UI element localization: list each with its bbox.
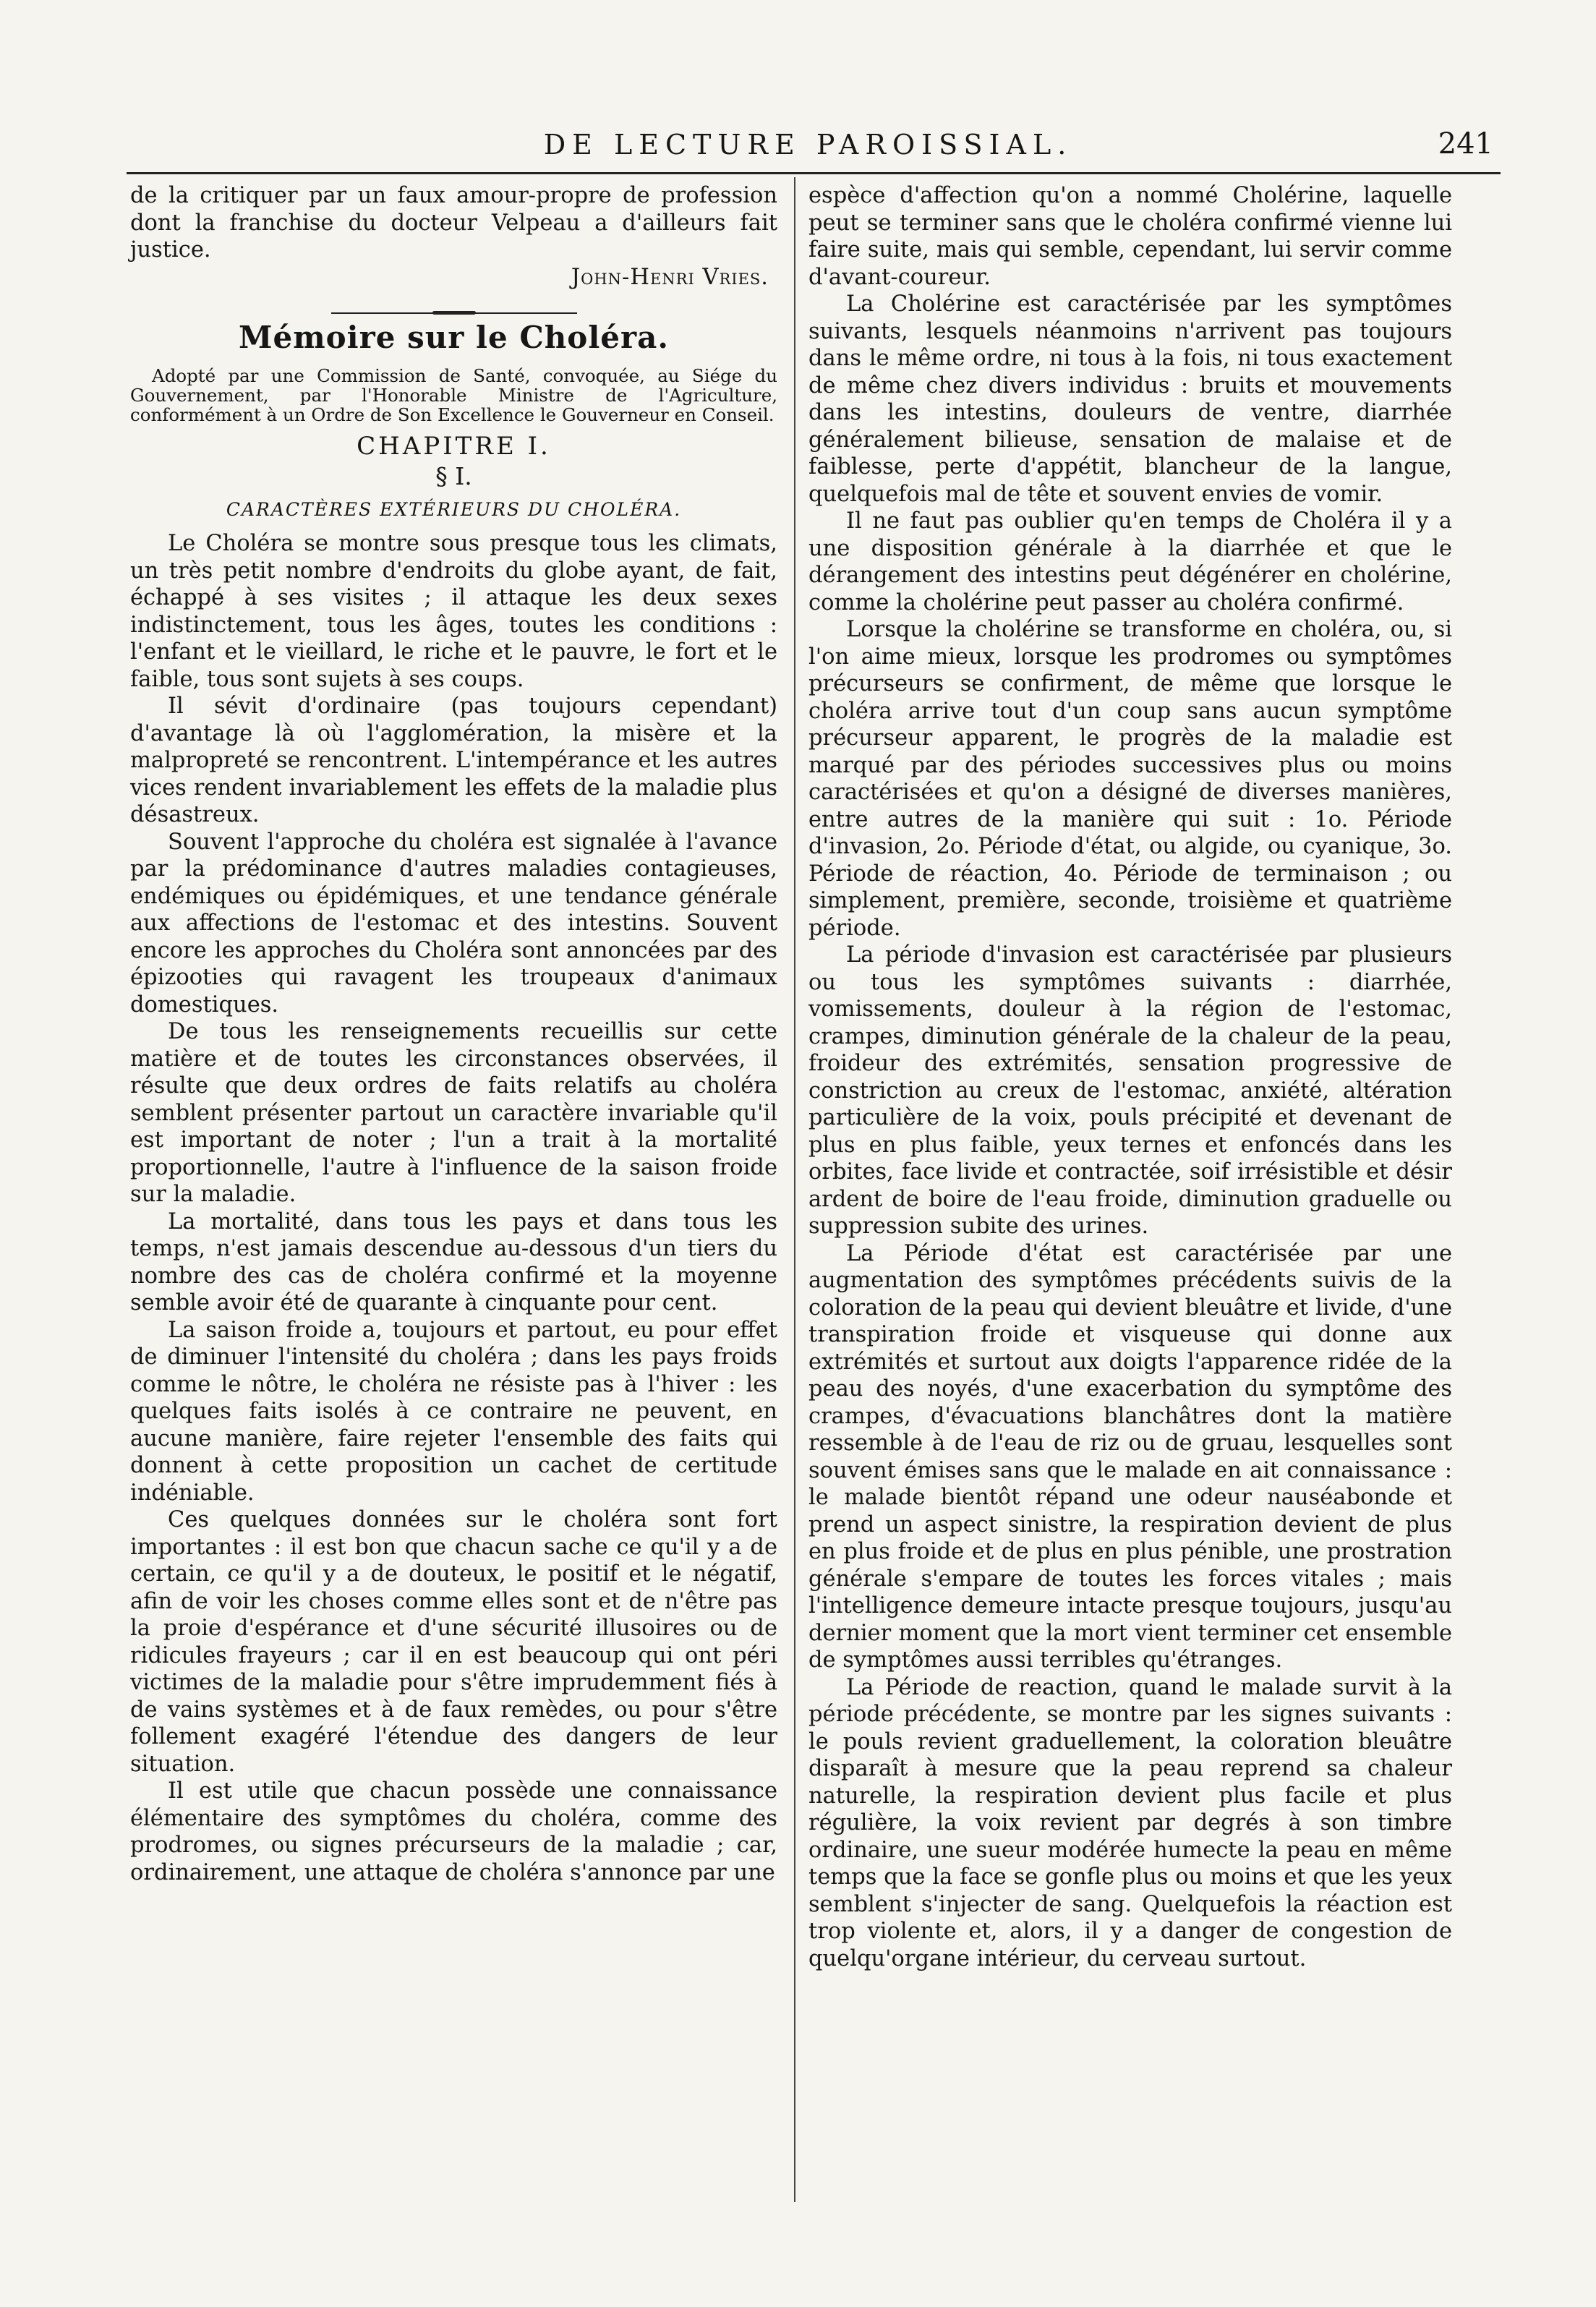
body-paragraph: espèce d'affection qu'on a nommé Cholérine, laquelle peut se terminer sans que le choléra confirmé vienne lui faire suite, mais qui semble, cependant, lui servir comme d'avant-coureur. <box>808 183 1452 290</box>
body-paragraph: La saison froide a, toujours et partout, eu pour effet de diminuer l'intensité du choléra ; dans les pays froids comme le nôtre, le choléra ne résiste pas à l'hiver : les quelques faits isolés à ce contraire ne peuvent, en aucune manière, faire rejeter l'ensemble des faits qui donnent à cette proposition un cachet de certitude indéniable. <box>130 1317 777 1506</box>
body-paragraph: Il est utile que chacun possède une connaissance élémentaire des symptômes du choléra, comme des prodromes, ou signes précurseurs de la maladie ; car, ordinairement, une attaque de choléra s'annonce par une <box>130 1778 777 1885</box>
page-number: 241 <box>1438 127 1493 161</box>
body-paragraph: La Période d'état est caractérisée par une augmentation des symptômes précédents suivis de la coloration de la peau qui devient bleuâtre et livide, d'une transpiration froide et visqueuse qui donne aux extrémités et surtout aux doigts l'apparence ridée de la peau des noyés, d'une exacerbation du symptôme des crampes, d'évacuations blanchâtres dont la matière ressemble à de l'eau de riz ou de gruau, lesquelles sont souvent émises sans que le malade en ait connaissance : le malade bientôt répand une odeur nauséabonde et prend un aspect sinistre, la respiration devient de plus en plus froide et de plus en plus pénible, une prostration générale s'empare de toutes les forces vitales ; mais l'intelligence demeure intacte presque toujours, jusqu'au dernier moment que la mort vient terminer cet ensemble de symptômes aussi terribles qu'étranges. <box>808 1240 1452 1673</box>
right-column <box>808 182 1452 1972</box>
body-paragraph: De tous les renseignements recueillis sur cette matière et de toutes les circonstances observées, il résulte que deux ordres de faits relatifs au choléra semblent présenter partout un caractère invariable qu'il est important de noter ; l'un a trait à la mortalité proportionnelle, l'autre à l'influence de la saison froide sur la maladie. <box>130 1019 777 1207</box>
body-paragraph: La période d'invasion est caractérisée par plusieurs ou tous les symptômes suivants : diarrhée, vomissements, douleur à la région de l'estomac, crampes, diminution générale de la chaleur de la peau, froideur des extrémités, sensation progressive de constriction au creux de l'estomac, anxiété, altération particulière de la voix, pouls précipité et devenant de plus en plus faible, yeux ternes et enfoncés dans les orbites, face livide et contractée, soif irrésistible et désir ardent de boire de l'eau froide, diminution graduelle ou suppression subite des urines. <box>808 942 1452 1239</box>
body-paragraph: Ces quelques données sur le choléra sont fort importantes : il est bon que chacun sache ce qu'il y a de certain, ce qu'il y a de douteux, le positif et le négatif, afin de voir les choses comme elles sont et de n'être pas la proie d'espérance et d'une sécurité illusoires ou de ridicules frayeurs ; car il en est beaucoup qui ont péri victimes de la maladie pour s'être imprudemment fiés à de vains systèmes et à de faux remèdes, ou pour s'être follement exagéré l'étendue des dangers de leur situation. <box>130 1507 777 1777</box>
section-heading: § I. <box>435 462 472 490</box>
left-column <box>130 182 777 1886</box>
column-divider <box>794 177 795 2202</box>
body-paragraph: Souvent l'approche du choléra est signalée à l'avance par la prédominance d'autres maladies contagieuses, endémiques ou épidémiques, et une tendance générale aux affections de l'estomac et des intestins. Souvent encore les approches du Choléra sont annoncées par des épizooties qui ravagent les troupeaux d'animaux domestiques. <box>130 829 777 1018</box>
body-paragraph: La Cholérine est caractérisée par les symptômes suivants, lesquels néanmoins n'arrivent pas toujours dans le même ordre, ni tous à la fois, ni tous exactement de même chez divers individus : bruits et mouvements dans les intestins, douleurs de ventre, diarrhée généralement bilieuse, sensation de malaise et de faiblesse, perte d'appétit, blancheur de la langue, quelquefois mal de tête et souvent envies de vomir. <box>808 291 1452 507</box>
title-separator <box>331 312 577 314</box>
section-title: CARACTÈRES EXTÉRIEURS DU CHOLÉRA. <box>226 498 682 520</box>
continued-paragraph: de la critiquer par un faux amour-propre de profession dont la franchise du docteur Velpeau a d'ailleurs fait justice. <box>130 183 777 263</box>
body-paragraph: Il ne faut pas oublier qu'en temps de Choléra il y a une disposition générale à la diarrhée et que le dérangement des intestins peut dégénérer en cholérine, comme la cholérine peut passer au choléra confirmé. <box>808 508 1452 615</box>
article-subtitle: Adopté par une Commission de Santé, convoquée, au Siége du Gouvernement, par l'Honorable Ministre de l'Agriculture, conformément à un Ordre de Son Excellence le Gouverneur en Conseil. <box>130 364 777 425</box>
author-signature: John-Henri Vries. <box>571 264 769 290</box>
body-paragraph: Il sévit d'ordinaire (pas toujours cependant) d'avantage là où l'agglomération, la misère et la malpropreté se rencontrent. L'intempérance et les autres vices rendent invariablement les effets de la maladie plus désastreux. <box>130 694 777 827</box>
running-title: DE LECTURE PAROISSIAL. <box>543 129 1073 161</box>
running-header <box>123 123 1493 174</box>
body-paragraph: Le Choléra se montre sous presque tous les climats, un très petit nombre d'endroits du globe ayant, de fait, échappé à ses visites ; il attaque les deux sexes indistinctement, tous les âges, toutes les conditions : l'enfant et le vieillard, le riche et le pauvre, le fort et le faible, tous sont sujets à ses coups. <box>130 531 777 692</box>
body-paragraph: Lorsque la cholérine se transforme en choléra, ou, si l'on aime mieux, lorsque les prodromes ou symptômes précurseurs se confirment, de même que lorsque le choléra arrive tout d'un coup sans aucun symptôme précurseur apparent, le progrès de la maladie est marqué par des périodes successives plus ou moins caractérisées et qu'on a désigné de diverses manières, entre autres de la manière qui suit : 1o. Période d'invasion, 2o. Période d'état, ou algide, ou cyanique, 3o. Période de réaction, 4o. Période de terminaison ; ou simplement, première, seconde, troisième et quatrième période. <box>808 617 1452 941</box>
body-paragraph: La Période de reaction, quand le malade survit à la période précédente, se montre par les signes suivants : le pouls revient graduellement, la coloration bleuâtre disparaît à mesure que la peau reprend sa chaleur naturelle, la respiration devient plus facile et plus régulière, la voix revient par degrés à son timbre ordinaire, une sueur modérée humecte la peau en même temps que la face se gonfle plus ou moins et que les yeux semblent s'injecter de sang. Quelquefois la réaction est trop violente et, alors, il y a danger de congestion de quelqu'organe intérieur, du cerveau surtout. <box>808 1674 1452 1971</box>
chapter-heading: CHAPITRE I. <box>357 431 551 461</box>
header-rule <box>127 172 1501 174</box>
body-paragraph: La mortalité, dans tous les pays et dans tous les temps, n'est jamais descendue au-dessous d'un tiers du nombre des cas de choléra confirmé et la moyenne semble avoir été de quarante à cinquante pour cent. <box>130 1208 777 1315</box>
article-title: Mémoire sur le Choléra. <box>239 320 669 355</box>
